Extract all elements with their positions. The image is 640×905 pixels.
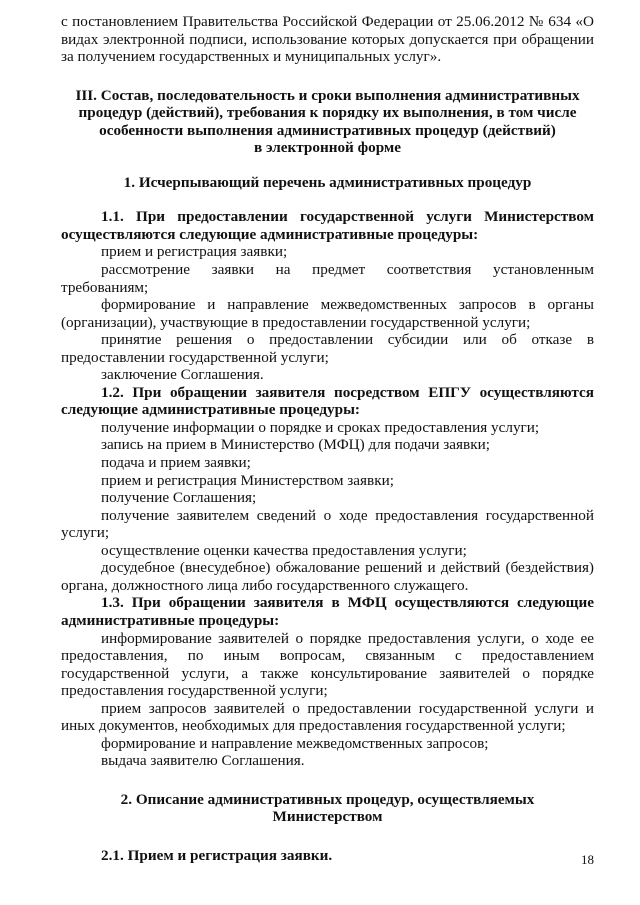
section-title-line: особенности выполнения административных процедур (действий)	[99, 121, 556, 139]
section-title-line: в электронной форме	[253, 139, 402, 157]
clause-1-2-item: прием и регистрация Министерством заявки;	[101, 471, 394, 489]
clause-1-1-item: заключение Соглашения.	[101, 366, 264, 384]
clause-1-1-heading: 1.1. При предоставлении государственной услуги Министерством осуществляются следующие административные процедуры:	[61, 208, 594, 243]
intro-paragraph: с постановлением Правительства Российской Федерации от 25.06.2012 № 634 «О видах электронной подписи, использование которых допускается при обращении за получением государственных и муниципальных услуг».	[61, 13, 594, 66]
clause-1-3-item: формирование и направление межведомственных запросов;	[101, 734, 489, 752]
section-title-line: III. Состав, последовательность и сроки выполнения административных	[75, 86, 580, 104]
clause-1-3-item: прием запросов заявителей о предоставлении государственной услуги и иных документов, необходимых для предоставления государственной услуги;	[61, 699, 594, 735]
clause-1-2-item: досудебное (внесудебное) обжалование решений и действий (бездействия) органа, должностного лица либо государственного служащего.	[61, 559, 594, 594]
clause-1-1-item: принятие решения о предоставлении субсидии или об отказе в предоставлении государственной услуги;	[61, 331, 594, 366]
subsection-2-title-line: 2. Описание административных процедур, осуществляемых	[120, 790, 535, 808]
clause-1-1-item: рассмотрение заявки на предмет соответствия установленным требованиям;	[61, 261, 594, 296]
subsection-2-title	[61, 791, 594, 826]
clause-1-3-item: информирование заявителей о порядке предоставления услуги, о ходе ее предоставления, по иным вопросам, связанным с предоставлением государственной услуги, а также консультирование заявителей о порядке предоставления государственной услуги;	[61, 629, 594, 700]
clause-1-2-item: получение заявителем сведений о ходе предоставления государственной услуги;	[61, 506, 594, 542]
clause-1-2-item: получение Соглашения;	[101, 489, 257, 507]
document-page	[61, 13, 594, 865]
page-number: 18	[581, 852, 594, 867]
subsection-1-title: 1. Исчерпывающий перечень административных процедур	[123, 173, 532, 191]
subsection-2-title-line: Министерством	[272, 808, 383, 826]
clause-1-2-item: запись на прием в Министерство (МФЦ) для подачи заявки;	[101, 436, 490, 454]
section-title	[61, 87, 594, 157]
clause-1-3-item: выдача заявителю Соглашения.	[101, 752, 305, 770]
clause-2-1-heading: 2.1. Прием и регистрация заявки.	[101, 846, 333, 864]
clause-1-1-item: прием и регистрация заявки;	[101, 243, 288, 261]
clause-1-2-item: получение информации о порядке и сроках предоставления услуги;	[101, 418, 540, 436]
clause-1-2-item: подача и прием заявки;	[101, 454, 251, 472]
clause-1-2-item: осуществление оценки качества предоставления услуги;	[101, 541, 467, 559]
clause-1-3-heading: 1.3. При обращении заявителя в МФЦ осуществляются следующие административные процедуры:	[61, 594, 594, 629]
clause-1-2-heading: 1.2. При обращении заявителя посредством ЕПГУ осуществляются следующие административные процедуры:	[61, 383, 594, 419]
section-title-line: процедур (действий), требования к порядку их выполнения, в том числе	[78, 104, 577, 122]
clause-1-1-item: формирование и направление межведомственных запросов в органы (организации), участвующие в предоставлении государственной услуги;	[61, 296, 594, 331]
